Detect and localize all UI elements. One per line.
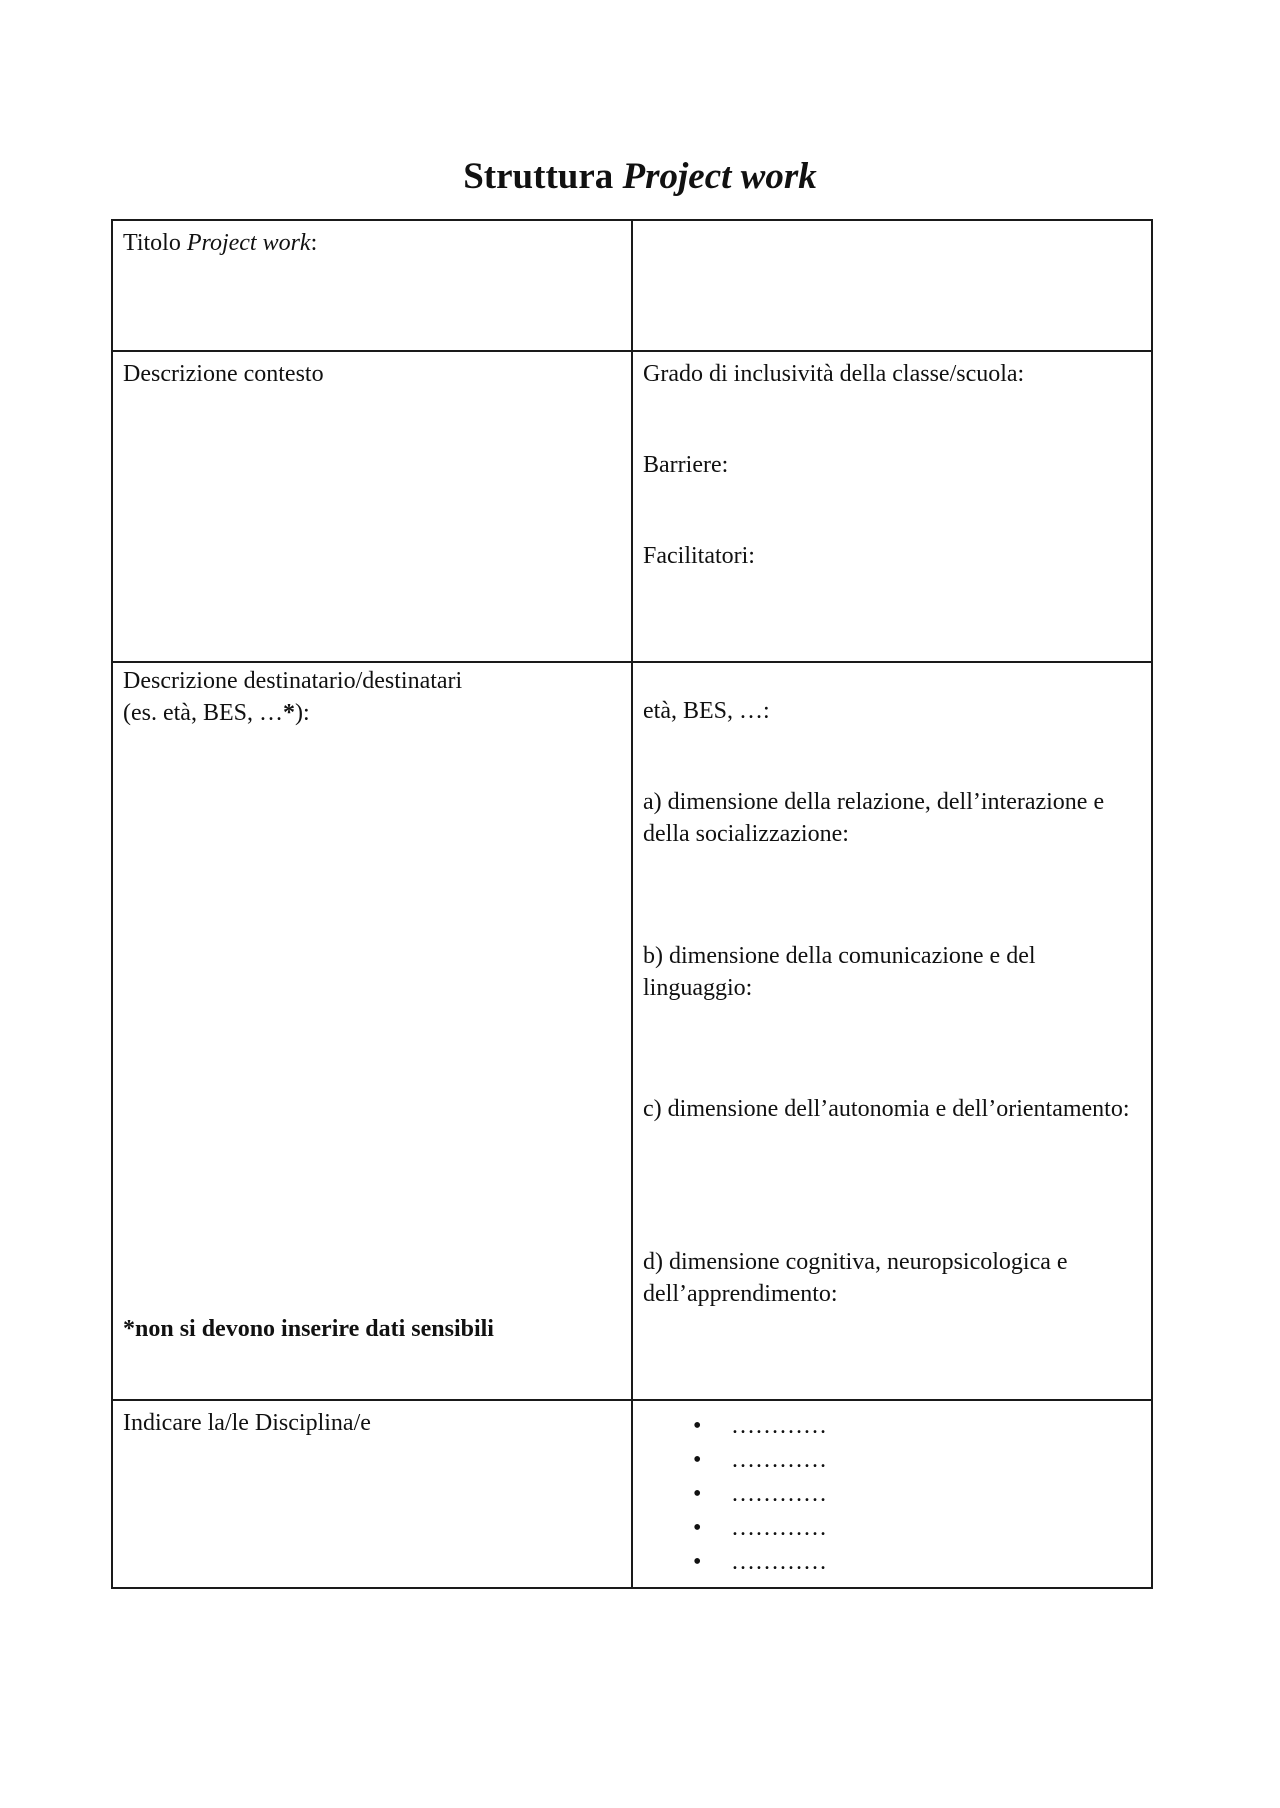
titolo-label bbox=[123, 227, 621, 259]
destinatari-label-line2-prefix: (es. età, BES, … bbox=[123, 700, 283, 726]
destinatari-star: * bbox=[282, 700, 295, 726]
dimension-b-label: b) dimensione della comunicazione e del linguaggio: bbox=[643, 943, 1036, 1001]
destinatari-label-line2 bbox=[123, 697, 621, 729]
discipline-value-cell[interactable] bbox=[632, 1400, 1152, 1588]
facilitatori-label: Facilitatori: bbox=[643, 543, 755, 569]
dimension-d-label: d) dimensione cognitiva, neuropsicologica e dell’apprendimento: bbox=[643, 1249, 1068, 1307]
destinatari-value-cell[interactable] bbox=[632, 662, 1152, 1400]
contesto-label-cell bbox=[112, 351, 632, 662]
row-destinatari bbox=[112, 662, 1152, 1400]
discipline-list-item[interactable]: • ………… bbox=[693, 1409, 827, 1443]
destinatari-label-line2-suffix: ): bbox=[294, 700, 310, 726]
eta-bes-label: età, BES, …: bbox=[643, 698, 770, 724]
contesto-label: Descrizione contesto bbox=[123, 361, 324, 387]
row-discipline bbox=[112, 1400, 1152, 1588]
discipline-list-item[interactable]: • ………… bbox=[693, 1545, 827, 1579]
title-italic: Project work bbox=[622, 156, 817, 197]
barriere-label: Barriere: bbox=[643, 452, 729, 478]
discipline-label-cell bbox=[112, 1400, 632, 1588]
titolo-label-cell bbox=[112, 220, 632, 351]
titolo-label-colon: : bbox=[310, 230, 318, 256]
row-contesto bbox=[112, 351, 1152, 662]
page-title bbox=[0, 150, 1280, 204]
project-work-table bbox=[111, 219, 1153, 1589]
discipline-label: Indicare la/le Disciplina/e bbox=[123, 1410, 371, 1436]
titolo-label-text: Titolo bbox=[123, 230, 181, 256]
titolo-value-cell[interactable] bbox=[632, 220, 1152, 351]
destinatari-label-cell bbox=[112, 662, 632, 1400]
destinatari-label bbox=[123, 665, 621, 729]
row-titolo bbox=[112, 220, 1152, 351]
title-main: Struttura bbox=[463, 156, 614, 197]
discipline-list-item[interactable]: • ………… bbox=[693, 1443, 827, 1477]
dimension-a-label: a) dimensione della relazione, dell’interazione e della socializzazione: bbox=[643, 789, 1105, 847]
inclusivita-label: Grado di inclusività della classe/scuola: bbox=[643, 361, 1025, 387]
destinatari-label-line1: Descrizione destinatario/destinatari bbox=[123, 668, 463, 694]
discipline-list bbox=[693, 1409, 827, 1579]
titolo-label-italic: Project work bbox=[186, 230, 311, 256]
sensitive-data-note: *non si devono inserire dati sensibili bbox=[123, 1316, 494, 1342]
dimension-c-label: c) dimensione dell’autonomia e dell’orientamento: bbox=[643, 1096, 1130, 1122]
discipline-list-item[interactable]: • ………… bbox=[693, 1477, 827, 1511]
contesto-value-cell[interactable] bbox=[632, 351, 1152, 662]
discipline-list-item[interactable]: • ………… bbox=[693, 1511, 827, 1545]
